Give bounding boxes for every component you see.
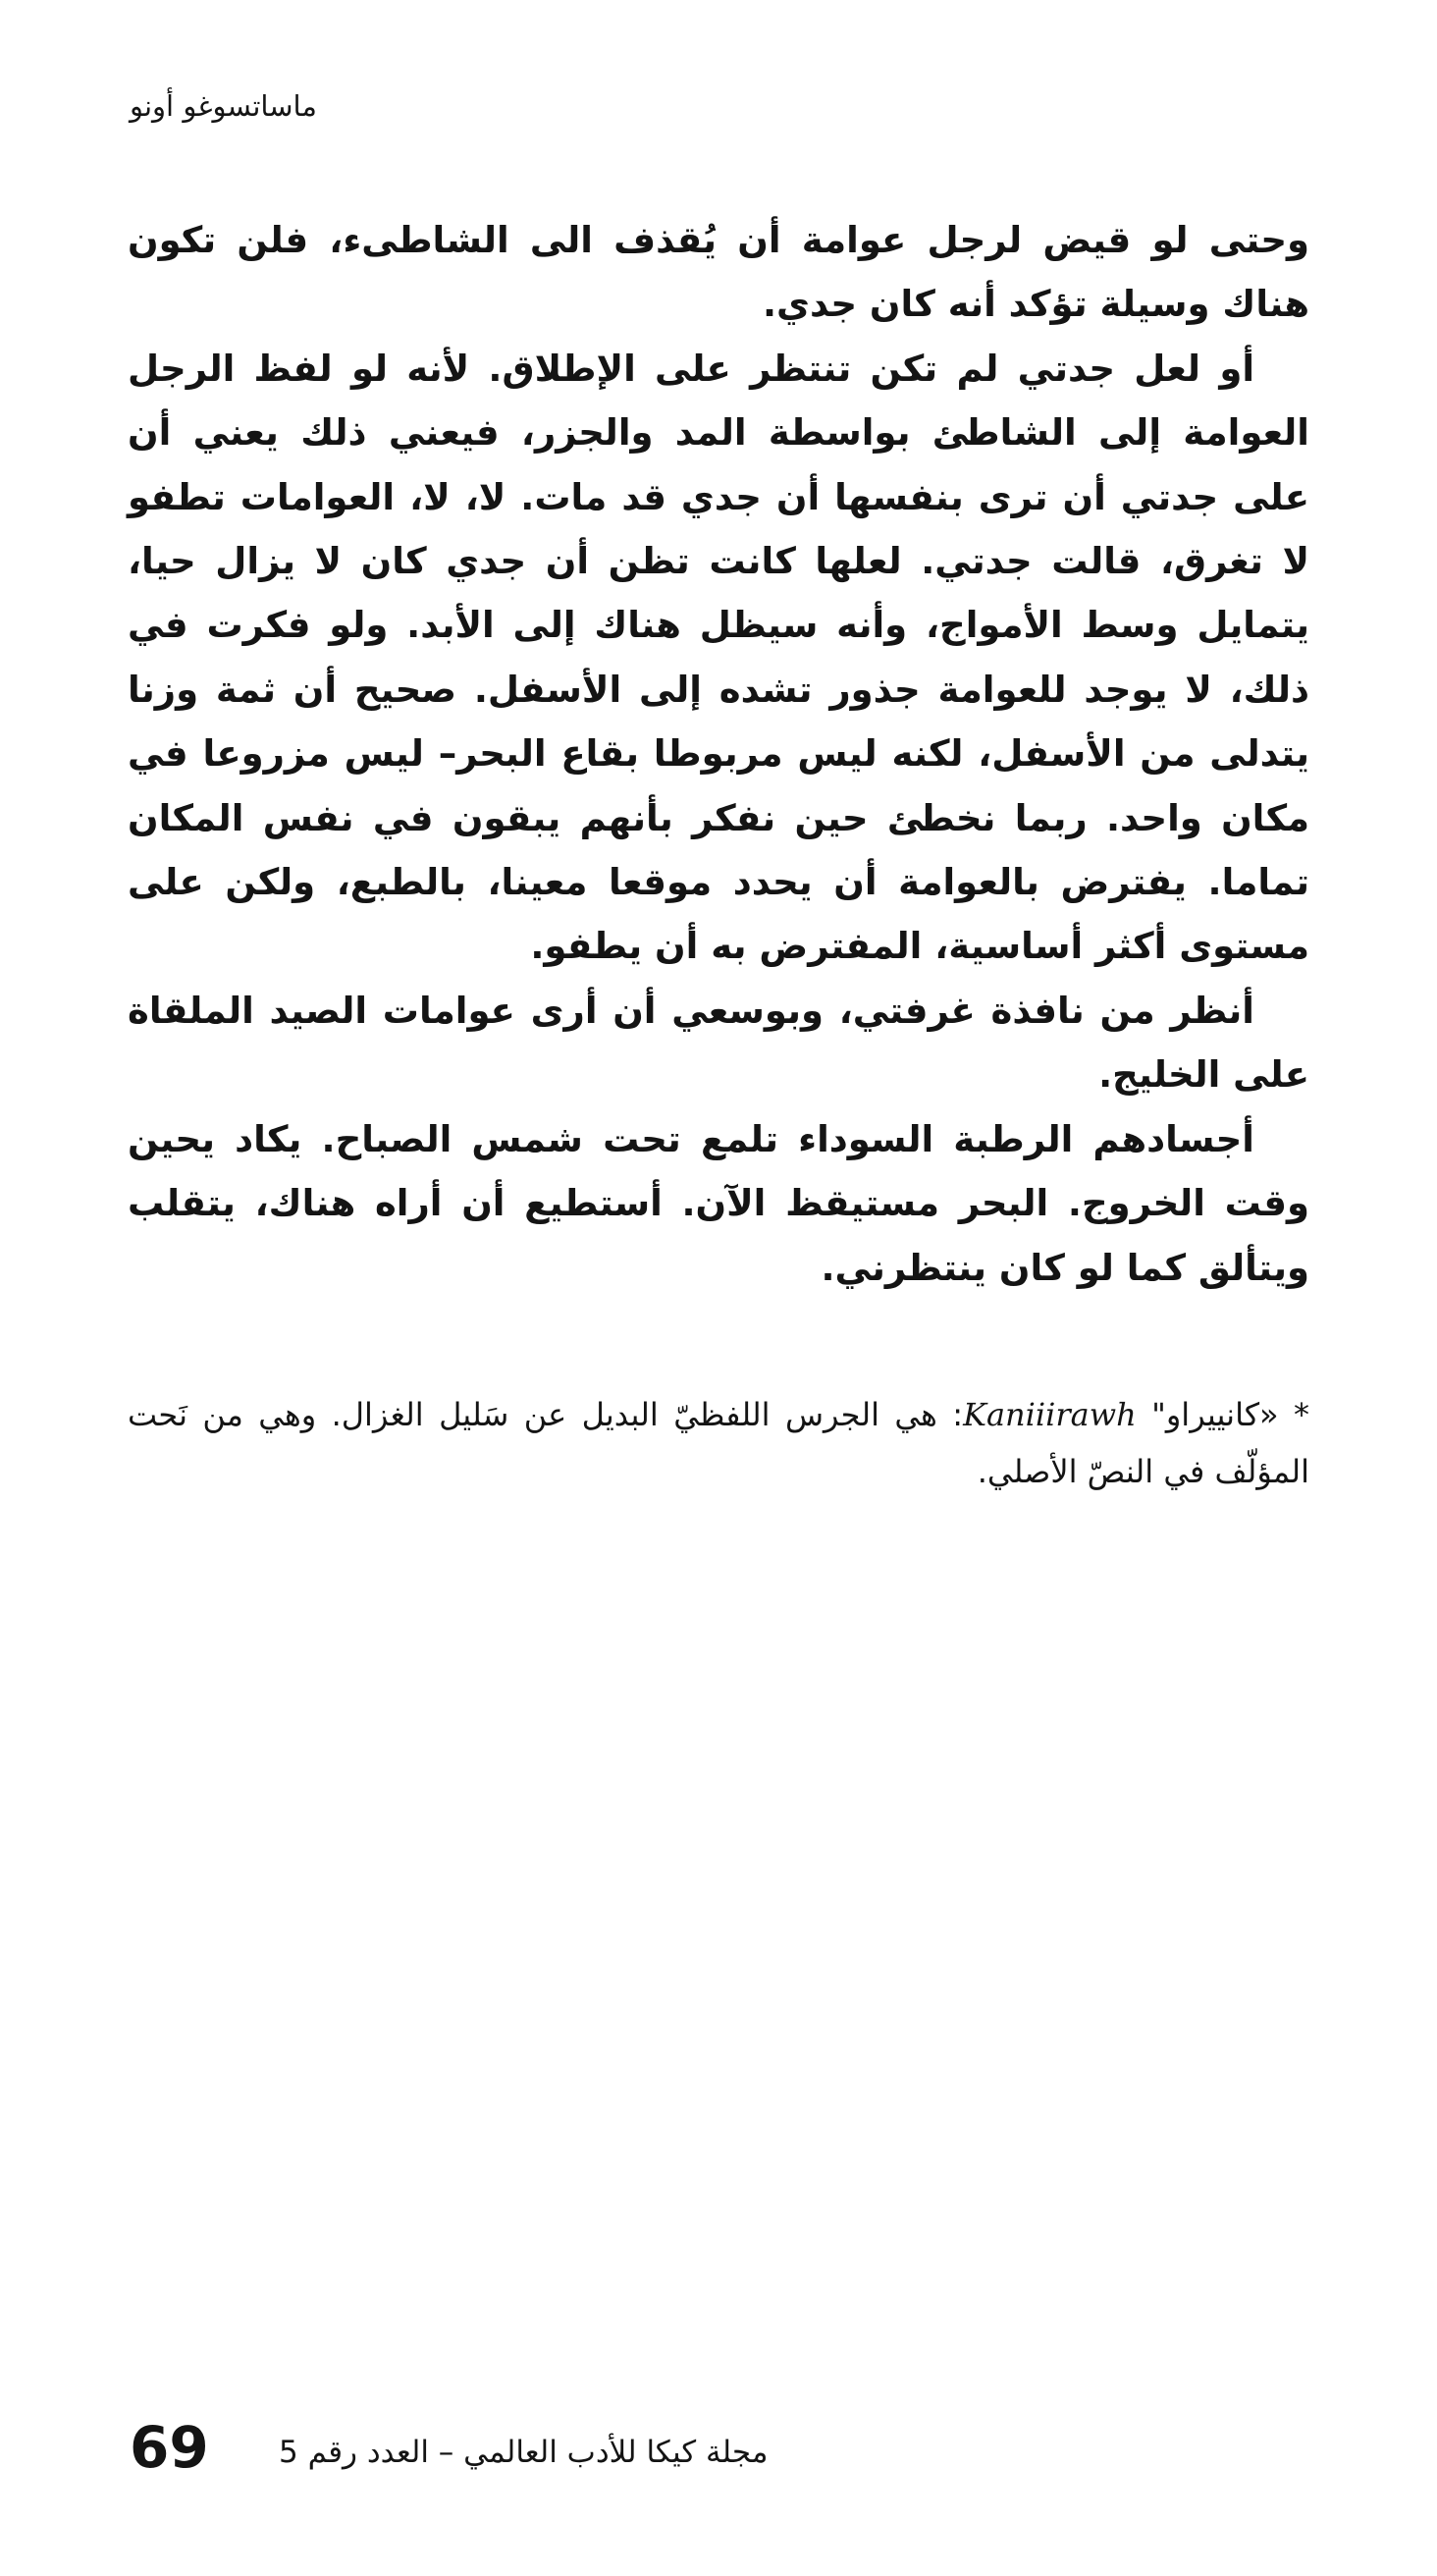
- body-text: [128, 208, 1309, 1300]
- footnote-term-latin: Kaniiirawh: [963, 1396, 1137, 1433]
- paragraph-1: وحتى لو قيض لرجل عوامة أن يُقذف الى الشاطىء، فلن تكون هناك وسيلة تؤكد أنه كان جدي.: [128, 219, 1309, 326]
- paragraph-3: أنظر من نافذة غرفتي، وبوسعي أن أرى عوامات الصيد الملقاة على الخليج.: [128, 989, 1309, 1097]
- footnote-marker: *: [1294, 1396, 1310, 1433]
- paragraph-2: أو لعل جدتي لم تكن تنتظر على الإطلاق. لأنه لو لفظ الرجل العوامة إلى الشاطئ بواسطة المد والجزر، فيعني ذلك يعني أن على جدتي أن ترى بنفسها أن جدي قد مات. لا، لا، العوامات تطفو لا تغرق، قالت جدتي. لعلها كانت تظن أن جدي كان لا يزال حيا، يتمايل وسط الأمواج، وأنه سيظل هناك إلى الأبد. ولو فكرت في ذلك، لا يوجد للعوامة جذور تشده إلى الأسفل. صحيح أن ثمة وزنا يتدلى من الأسفل، لكنه ليس مربوطا بقاع البحر– ليس مزروعا في مكان واحد. ربما نخطئ حين نفكر بأنهم يبقون في نفس المكان تماما. يفترض بالعوامة أن يحدد موقعا معينا، بالطبع، ولكن على مستوى أكثر أساسية، المفترض به أن يطفو.: [128, 347, 1309, 968]
- footnote-term-arabic: «كانييراو": [1151, 1396, 1279, 1433]
- page-number: 69: [130, 2414, 209, 2481]
- running-header-author: ماساتسوغو أونو: [130, 89, 317, 123]
- footnote-text: : هي الجرس اللفظيّ البديل عن سَليل الغزال. وهي من نَحت المؤلّف في النصّ الأصلي.: [128, 1396, 1309, 1490]
- footnote: [128, 1386, 1309, 1500]
- footer-journal-title: مجلة كيكا للأدب العالمي – العدد رقم 5: [279, 2435, 769, 2470]
- paragraph-4: أجسادهم الرطبة السوداء تلمع تحت شمس الصباح. يكاد يحين وقت الخروج. البحر مستيقظ الآن. أستطيع أن أراه هناك، يتقلب ويتألق كما لو كان ينتظرني.: [128, 1117, 1309, 1289]
